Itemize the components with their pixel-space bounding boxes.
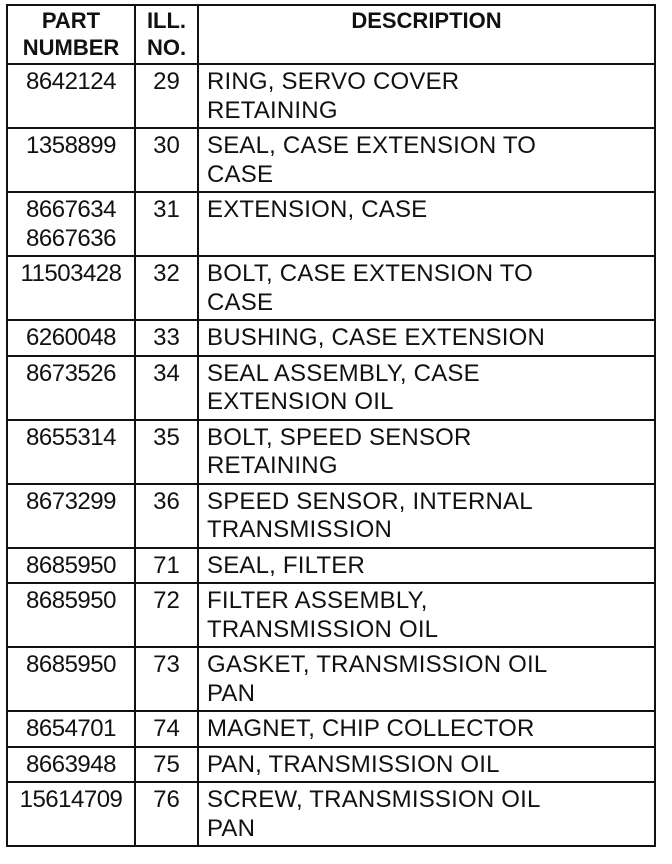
ill-number: 72: [153, 587, 180, 614]
part-header-line1: PART: [41, 8, 101, 33]
part-number-cell: [7, 583, 135, 647]
description-cell: [198, 256, 655, 320]
ill-header-line1: ILL.: [146, 8, 187, 33]
ill-number: 74: [153, 715, 180, 742]
part-number-alt: 8667636: [26, 224, 116, 252]
description-cell: [198, 320, 655, 356]
description-line1: BOLT, CASE EXTENSION TO: [207, 260, 534, 287]
part-header-line2: NUMBER: [22, 35, 120, 60]
part-number: 8685950: [26, 587, 116, 614]
description-line1: SEAL ASSEMBLY, CASE: [207, 359, 480, 387]
table-header-row: [7, 5, 655, 64]
ill-number-cell: [135, 256, 198, 320]
description-line1: SPEED SENSOR, INTERNAL: [207, 487, 533, 515]
part-number: 1358899: [26, 132, 116, 159]
part-number-cell: [7, 128, 135, 192]
description-line2: EXTENSION OIL: [207, 388, 394, 415]
description-cell: [198, 782, 655, 846]
description-line1: MAGNET, CHIP COLLECTOR: [207, 715, 535, 742]
ill-no-header: [135, 5, 198, 64]
ill-number: 36: [153, 487, 180, 515]
ill-number: 32: [153, 260, 180, 287]
ill-number-cell: [135, 128, 198, 192]
part-number: 8663948: [26, 750, 116, 778]
ill-number-cell: [135, 484, 198, 548]
description-line1: SEAL, CASE EXTENSION TO: [207, 132, 537, 159]
part-number-cell: [7, 782, 135, 846]
part-number: 8685950: [26, 651, 116, 678]
ill-number-cell: [135, 711, 198, 747]
ill-number: 30: [153, 132, 180, 159]
part-number-cell: [7, 484, 135, 548]
description-line1: EXTENSION, CASE: [207, 196, 428, 223]
description-cell: [198, 747, 655, 783]
description-line2: CASE: [207, 288, 274, 316]
part-number-cell: [7, 548, 135, 584]
table-row: [7, 356, 655, 420]
table-row: [7, 583, 655, 647]
ill-number-cell: [135, 320, 198, 356]
part-number: 8654701: [26, 715, 116, 742]
description-cell: [198, 192, 655, 256]
description-line2: PAN: [207, 814, 256, 842]
description-line2: TRANSMISSION OIL: [207, 615, 439, 643]
part-number: 8655314: [26, 423, 116, 451]
part-number-header: [7, 5, 135, 64]
description-line1: SCREW, TRANSMISSION OIL: [207, 786, 541, 813]
description-line2: CASE: [207, 160, 274, 188]
ill-number: 33: [153, 324, 180, 351]
ill-number: 29: [153, 68, 180, 95]
part-number-cell: [7, 647, 135, 711]
part-number-cell: [7, 420, 135, 484]
part-number: 15614709: [19, 786, 123, 813]
description-cell: [198, 64, 655, 128]
table-row: [7, 647, 655, 711]
part-number-cell: [7, 747, 135, 783]
table-row: [7, 320, 655, 356]
part-number-cell: [7, 711, 135, 747]
table-row: [7, 256, 655, 320]
ill-number-cell: [135, 583, 198, 647]
description-line1: PAN, TRANSMISSION OIL: [207, 750, 500, 778]
description-line2: RETAINING: [207, 96, 338, 124]
description-line2: RETAINING: [207, 452, 338, 479]
ill-number: 35: [153, 423, 180, 451]
part-number: 8685950: [26, 551, 116, 579]
part-number: 8673299: [26, 487, 116, 515]
part-number: 11503428: [20, 260, 122, 287]
ill-number: 76: [153, 786, 180, 813]
ill-number: 73: [153, 651, 180, 678]
part-number: 8667634: [26, 196, 116, 223]
ill-header-line2: NO.: [146, 35, 187, 60]
description-cell: [198, 420, 655, 484]
part-number-cell: [7, 192, 135, 256]
part-number-cell: [7, 256, 135, 320]
ill-number: 34: [153, 359, 180, 387]
parts-table-body: [7, 64, 655, 846]
description-header: [198, 5, 655, 64]
description-cell: [198, 711, 655, 747]
table-row: [7, 420, 655, 484]
description-cell: [198, 548, 655, 584]
part-number: 6260048: [26, 324, 116, 351]
description-cell: [198, 583, 655, 647]
description-line1: BOLT, SPEED SENSOR: [207, 423, 472, 451]
part-number-cell: [7, 320, 135, 356]
part-number: 8642124: [26, 68, 116, 95]
description-line1: RING, SERVO COVER: [207, 68, 460, 95]
description-line1: SEAL, FILTER: [207, 551, 366, 579]
table-row: [7, 711, 655, 747]
description-header-text: DESCRIPTION: [351, 8, 502, 33]
description-line1: FILTER ASSEMBLY,: [207, 587, 428, 614]
table-row: [7, 548, 655, 584]
ill-number-cell: [135, 64, 198, 128]
ill-number-cell: [135, 647, 198, 711]
ill-number-cell: [135, 420, 198, 484]
description-line1: BUSHING, CASE EXTENSION: [207, 324, 545, 351]
ill-number-cell: [135, 747, 198, 783]
ill-number: 71: [153, 551, 180, 579]
ill-number: 31: [153, 196, 180, 223]
description-line1: GASKET, TRANSMISSION OIL: [207, 651, 548, 678]
table-row: [7, 128, 655, 192]
description-line2: PAN: [207, 679, 256, 707]
table-row: [7, 484, 655, 548]
description-cell: [198, 647, 655, 711]
part-number: 8673526: [26, 359, 116, 387]
part-number-cell: [7, 356, 135, 420]
table-row: [7, 64, 655, 128]
parts-table: [6, 4, 656, 847]
table-row: [7, 782, 655, 846]
part-number-cell: [7, 64, 135, 128]
ill-number-cell: [135, 782, 198, 846]
description-cell: [198, 356, 655, 420]
ill-number-cell: [135, 192, 198, 256]
ill-number-cell: [135, 356, 198, 420]
table-row: [7, 192, 655, 256]
table-row: [7, 747, 655, 783]
ill-number-cell: [135, 548, 198, 584]
description-line2: TRANSMISSION: [207, 516, 393, 543]
description-cell: [198, 128, 655, 192]
ill-number: 75: [153, 750, 180, 778]
description-cell: [198, 484, 655, 548]
